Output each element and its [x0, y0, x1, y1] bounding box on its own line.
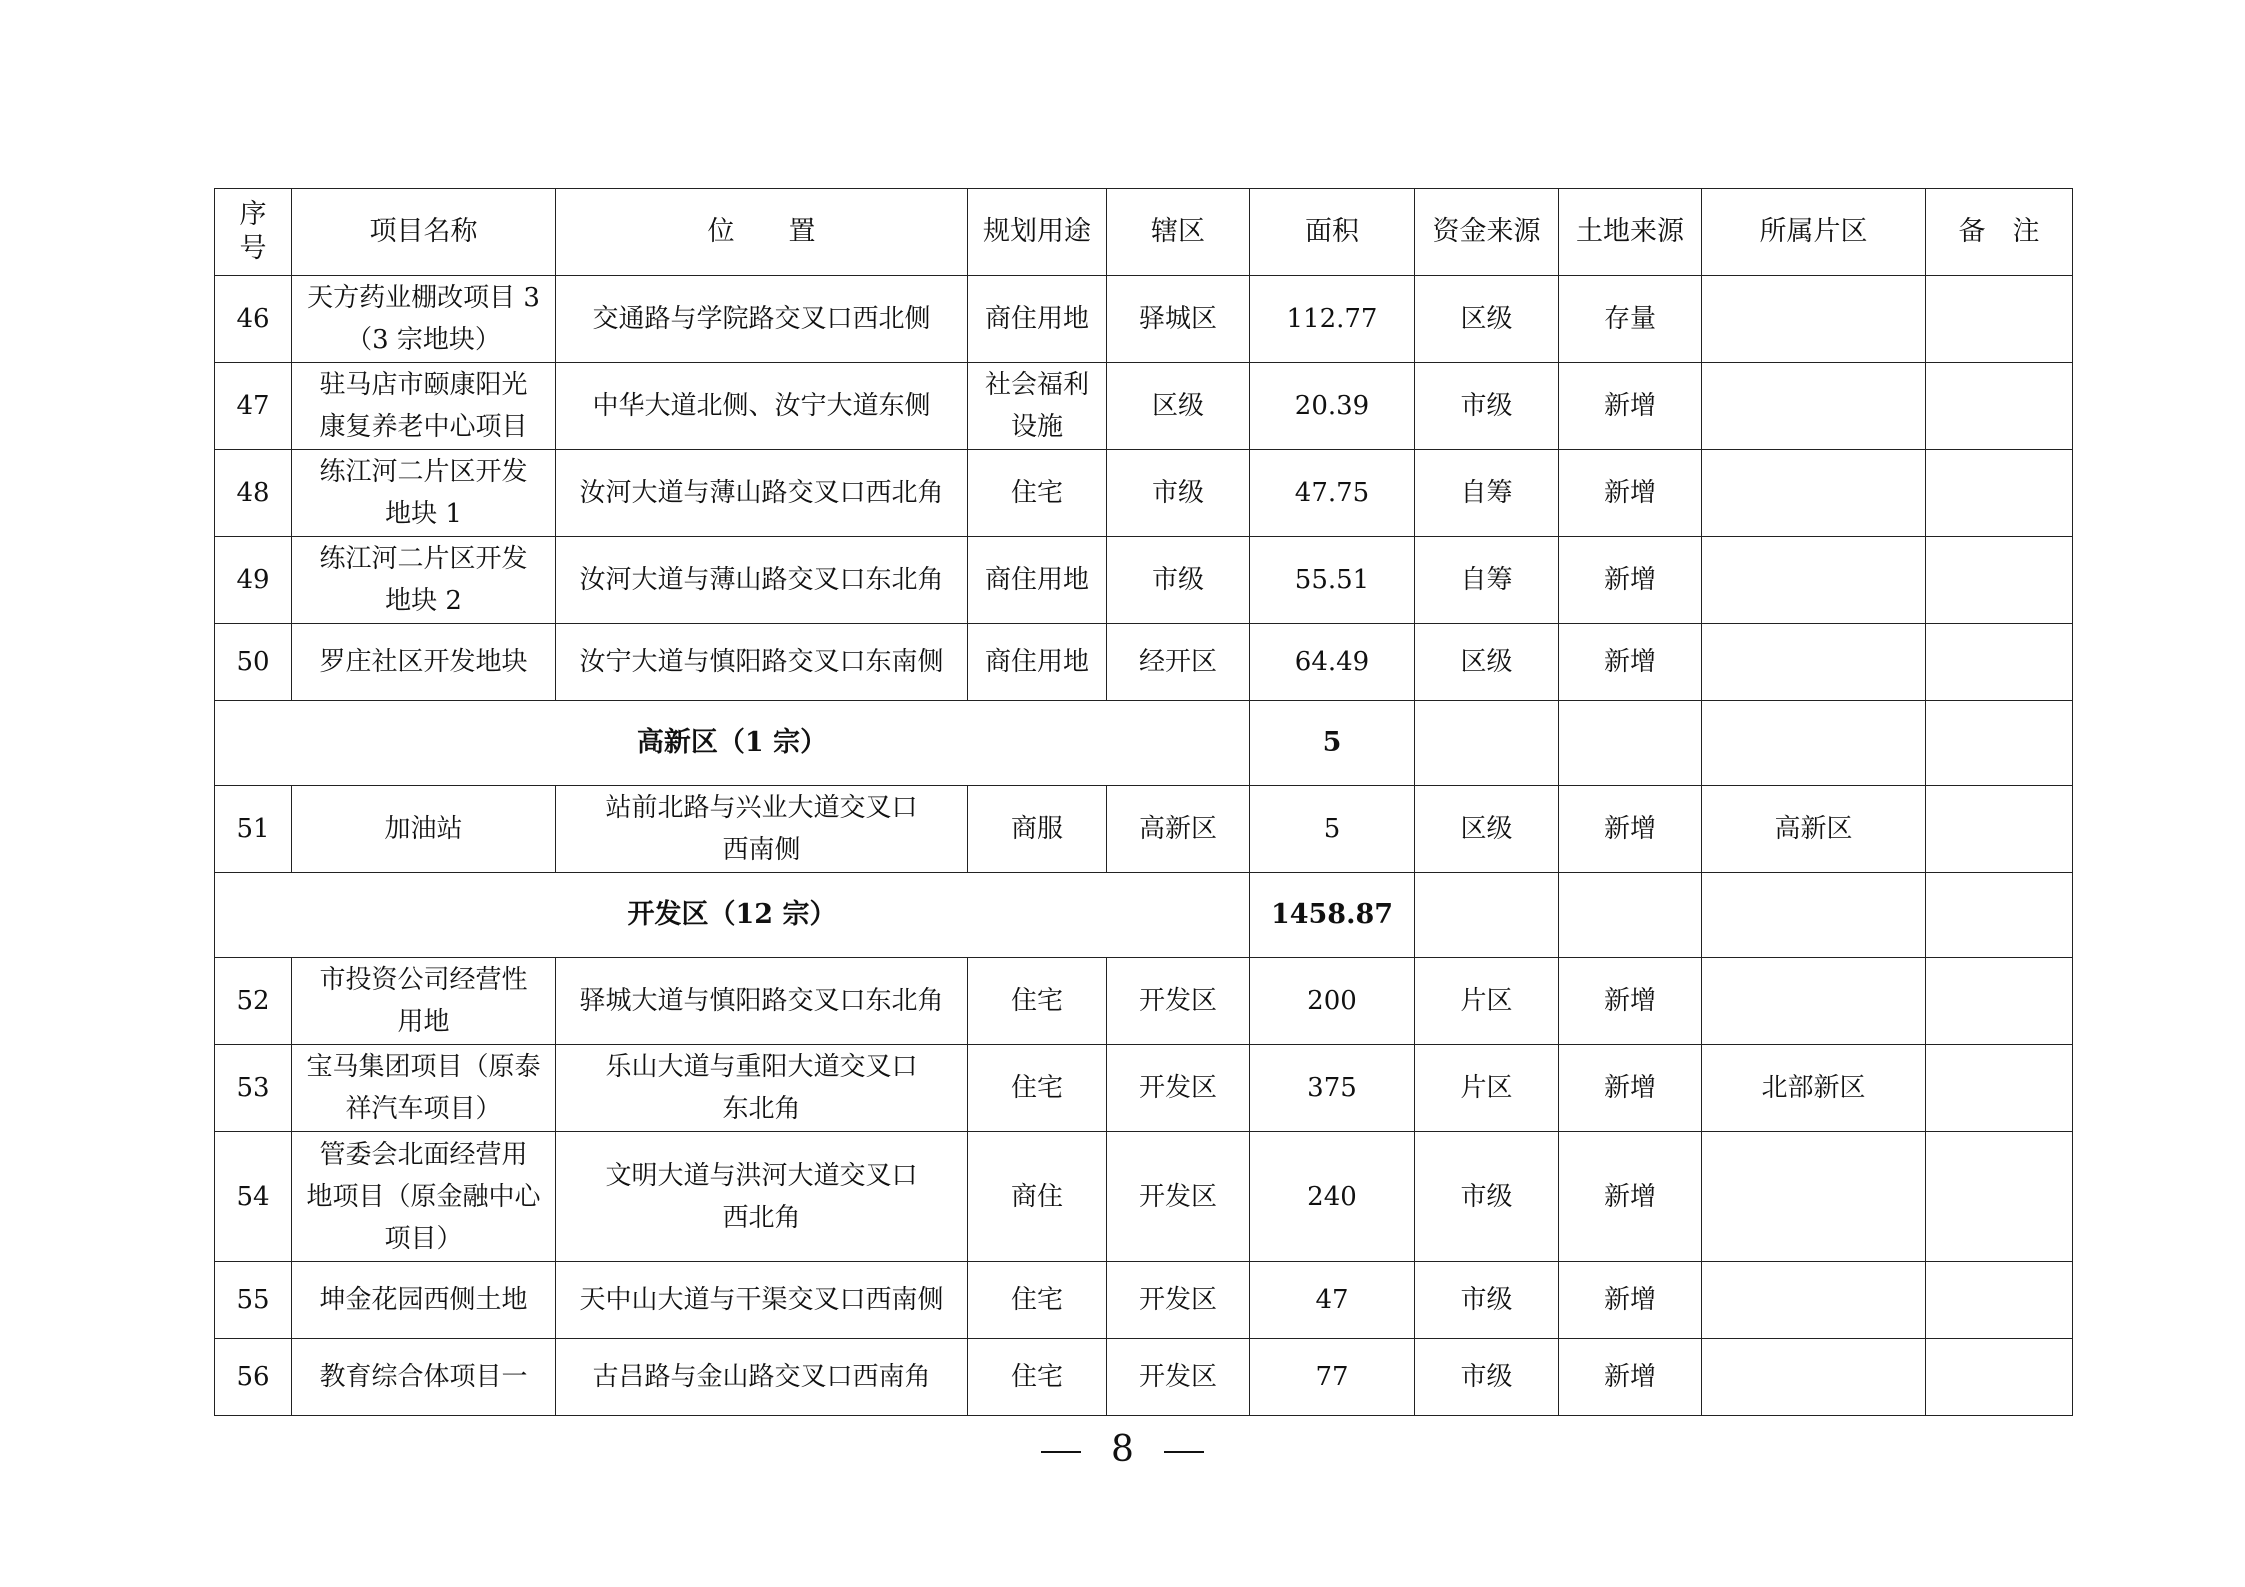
cell-location: 汝河大道与薄山路交叉口东北角 [556, 537, 968, 624]
group-empty-cell [1702, 873, 1926, 958]
header-seq: 序 号 [215, 189, 292, 276]
cell-fund: 自筹 [1415, 537, 1559, 624]
cell-zone: 北部新区 [1702, 1045, 1926, 1132]
cell-usage: 商住用地 [968, 624, 1107, 701]
cell-district: 开发区 [1107, 1045, 1250, 1132]
cell-area: 47.75 [1250, 450, 1415, 537]
group-area: 5 [1250, 701, 1415, 786]
table-row [215, 1339, 2073, 1416]
table-row [215, 276, 2073, 363]
group-label: 高新区（1 宗） [215, 701, 1250, 786]
table-row [215, 363, 2073, 450]
group-label: 开发区（12 宗） [215, 873, 1250, 958]
cell-usage: 商住 [968, 1132, 1107, 1262]
cell-seq: 53 [215, 1045, 292, 1132]
group-empty-cell [1926, 873, 2073, 958]
cell-area: 55.51 [1250, 537, 1415, 624]
cell-fund: 区级 [1415, 786, 1559, 873]
cell-usage: 商住用地 [968, 537, 1107, 624]
land-supply-table [214, 188, 2073, 1416]
cell-usage: 住宅 [968, 1045, 1107, 1132]
cell-fund: 市级 [1415, 1339, 1559, 1416]
cell-fund: 区级 [1415, 276, 1559, 363]
cell-remark [1926, 537, 2073, 624]
cell-land: 新增 [1559, 537, 1702, 624]
header-fund: 资金来源 [1415, 189, 1559, 276]
cell-name: 加油站 [292, 786, 556, 873]
cell-location: 交通路与学院路交叉口西北侧 [556, 276, 968, 363]
cell-seq: 50 [215, 624, 292, 701]
cell-usage: 住宅 [968, 958, 1107, 1045]
cell-location: 天中山大道与干渠交叉口西南侧 [556, 1262, 968, 1339]
table-row [215, 958, 2073, 1045]
cell-usage: 商住用地 [968, 276, 1107, 363]
cell-location: 站前北路与兴业大道交叉口 西南侧 [556, 786, 968, 873]
cell-area: 20.39 [1250, 363, 1415, 450]
group-empty-cell [1559, 873, 1702, 958]
cell-location: 乐山大道与重阳大道交叉口 东北角 [556, 1045, 968, 1132]
cell-location: 汝宁大道与慎阳路交叉口东南侧 [556, 624, 968, 701]
cell-land: 新增 [1559, 1339, 1702, 1416]
cell-remark [1926, 450, 2073, 537]
cell-usage: 住宅 [968, 450, 1107, 537]
cell-land: 新增 [1559, 624, 1702, 701]
cell-area: 112.77 [1250, 276, 1415, 363]
cell-name: 宝马集团项目（原泰 祥汽车项目） [292, 1045, 556, 1132]
cell-remark [1926, 1339, 2073, 1416]
cell-land: 新增 [1559, 363, 1702, 450]
cell-usage: 社会福利 设施 [968, 363, 1107, 450]
cell-seq: 56 [215, 1339, 292, 1416]
cell-area: 240 [1250, 1132, 1415, 1262]
cell-district: 驿城区 [1107, 276, 1250, 363]
cell-fund: 区级 [1415, 624, 1559, 701]
cell-remark [1926, 958, 2073, 1045]
cell-land: 新增 [1559, 958, 1702, 1045]
cell-remark [1926, 1132, 2073, 1262]
cell-name: 罗庄社区开发地块 [292, 624, 556, 701]
cell-zone [1702, 363, 1926, 450]
header-location: 位 置 [556, 189, 968, 276]
footer-dash-right [1164, 1451, 1204, 1453]
cell-seq: 52 [215, 958, 292, 1045]
cell-zone: 高新区 [1702, 786, 1926, 873]
cell-zone [1702, 276, 1926, 363]
footer-dash-left [1041, 1451, 1081, 1453]
cell-fund: 市级 [1415, 363, 1559, 450]
cell-fund: 片区 [1415, 958, 1559, 1045]
cell-location: 驿城大道与慎阳路交叉口东北角 [556, 958, 968, 1045]
group-empty-cell [1702, 701, 1926, 786]
cell-name: 市投资公司经营性 用地 [292, 958, 556, 1045]
cell-land: 新增 [1559, 1262, 1702, 1339]
cell-fund: 片区 [1415, 1045, 1559, 1132]
cell-zone [1702, 1262, 1926, 1339]
cell-district: 市级 [1107, 537, 1250, 624]
cell-zone [1702, 958, 1926, 1045]
cell-remark [1926, 276, 2073, 363]
cell-location: 汝河大道与薄山路交叉口西北角 [556, 450, 968, 537]
cell-area: 64.49 [1250, 624, 1415, 701]
cell-land: 新增 [1559, 1045, 1702, 1132]
cell-zone [1702, 450, 1926, 537]
cell-usage: 商服 [968, 786, 1107, 873]
cell-remark [1926, 786, 2073, 873]
header-area: 面积 [1250, 189, 1415, 276]
cell-district: 开发区 [1107, 1339, 1250, 1416]
cell-district: 区级 [1107, 363, 1250, 450]
group-empty-cell [1559, 701, 1702, 786]
cell-zone [1702, 624, 1926, 701]
cell-fund: 市级 [1415, 1132, 1559, 1262]
group-row [215, 701, 2073, 786]
cell-zone [1702, 537, 1926, 624]
cell-remark [1926, 1045, 2073, 1132]
cell-seq: 54 [215, 1132, 292, 1262]
cell-location: 古吕路与金山路交叉口西南角 [556, 1339, 968, 1416]
cell-zone [1702, 1132, 1926, 1262]
group-empty-cell [1926, 701, 2073, 786]
table-body [215, 276, 2073, 1416]
cell-location: 中华大道北侧、汝宁大道东侧 [556, 363, 968, 450]
table-row [215, 1262, 2073, 1339]
page-number: 8 [1111, 1429, 1134, 1470]
table-row [215, 1132, 2073, 1262]
header-district: 辖区 [1107, 189, 1250, 276]
header-zone: 所属片区 [1702, 189, 1926, 276]
cell-area: 200 [1250, 958, 1415, 1045]
header-usage: 规划用途 [968, 189, 1107, 276]
cell-name: 管委会北面经营用 地项目（原金融中心 项目） [292, 1132, 556, 1262]
cell-district: 经开区 [1107, 624, 1250, 701]
cell-usage: 住宅 [968, 1262, 1107, 1339]
cell-seq: 47 [215, 363, 292, 450]
group-row [215, 873, 2073, 958]
group-empty-cell [1415, 873, 1559, 958]
cell-name: 练江河二片区开发 地块 1 [292, 450, 556, 537]
cell-remark [1926, 1262, 2073, 1339]
cell-land: 新增 [1559, 1132, 1702, 1262]
cell-seq: 55 [215, 1262, 292, 1339]
cell-land: 新增 [1559, 786, 1702, 873]
cell-district: 开发区 [1107, 1132, 1250, 1262]
cell-name: 练江河二片区开发 地块 2 [292, 537, 556, 624]
cell-name: 天方药业棚改项目 3 （3 宗地块） [292, 276, 556, 363]
group-area: 1458.87 [1250, 873, 1415, 958]
cell-district: 高新区 [1107, 786, 1250, 873]
cell-district: 开发区 [1107, 1262, 1250, 1339]
cell-fund: 自筹 [1415, 450, 1559, 537]
table-row [215, 786, 2073, 873]
cell-district: 市级 [1107, 450, 1250, 537]
header-land: 土地来源 [1559, 189, 1702, 276]
cell-location: 文明大道与洪河大道交叉口 西北角 [556, 1132, 968, 1262]
cell-seq: 46 [215, 276, 292, 363]
table-row [215, 450, 2073, 537]
header-name: 项目名称 [292, 189, 556, 276]
table-row [215, 1045, 2073, 1132]
cell-remark [1926, 363, 2073, 450]
cell-zone [1702, 1339, 1926, 1416]
cell-area: 375 [1250, 1045, 1415, 1132]
group-empty-cell [1415, 701, 1559, 786]
header-remark: 备 注 [1926, 189, 2073, 276]
cell-land: 存量 [1559, 276, 1702, 363]
cell-seq: 48 [215, 450, 292, 537]
cell-remark [1926, 624, 2073, 701]
cell-name: 驻马店市颐康阳光 康复养老中心项目 [292, 363, 556, 450]
cell-name: 坤金花园西侧土地 [292, 1262, 556, 1339]
cell-seq: 49 [215, 537, 292, 624]
table-row [215, 537, 2073, 624]
table-row [215, 624, 2073, 701]
page-footer [0, 1426, 2245, 1474]
cell-usage: 住宅 [968, 1339, 1107, 1416]
cell-area: 77 [1250, 1339, 1415, 1416]
header-row [215, 189, 2073, 276]
cell-area: 5 [1250, 786, 1415, 873]
cell-area: 47 [1250, 1262, 1415, 1339]
cell-land: 新增 [1559, 450, 1702, 537]
cell-fund: 市级 [1415, 1262, 1559, 1339]
cell-district: 开发区 [1107, 958, 1250, 1045]
cell-seq: 51 [215, 786, 292, 873]
cell-name: 教育综合体项目一 [292, 1339, 556, 1416]
